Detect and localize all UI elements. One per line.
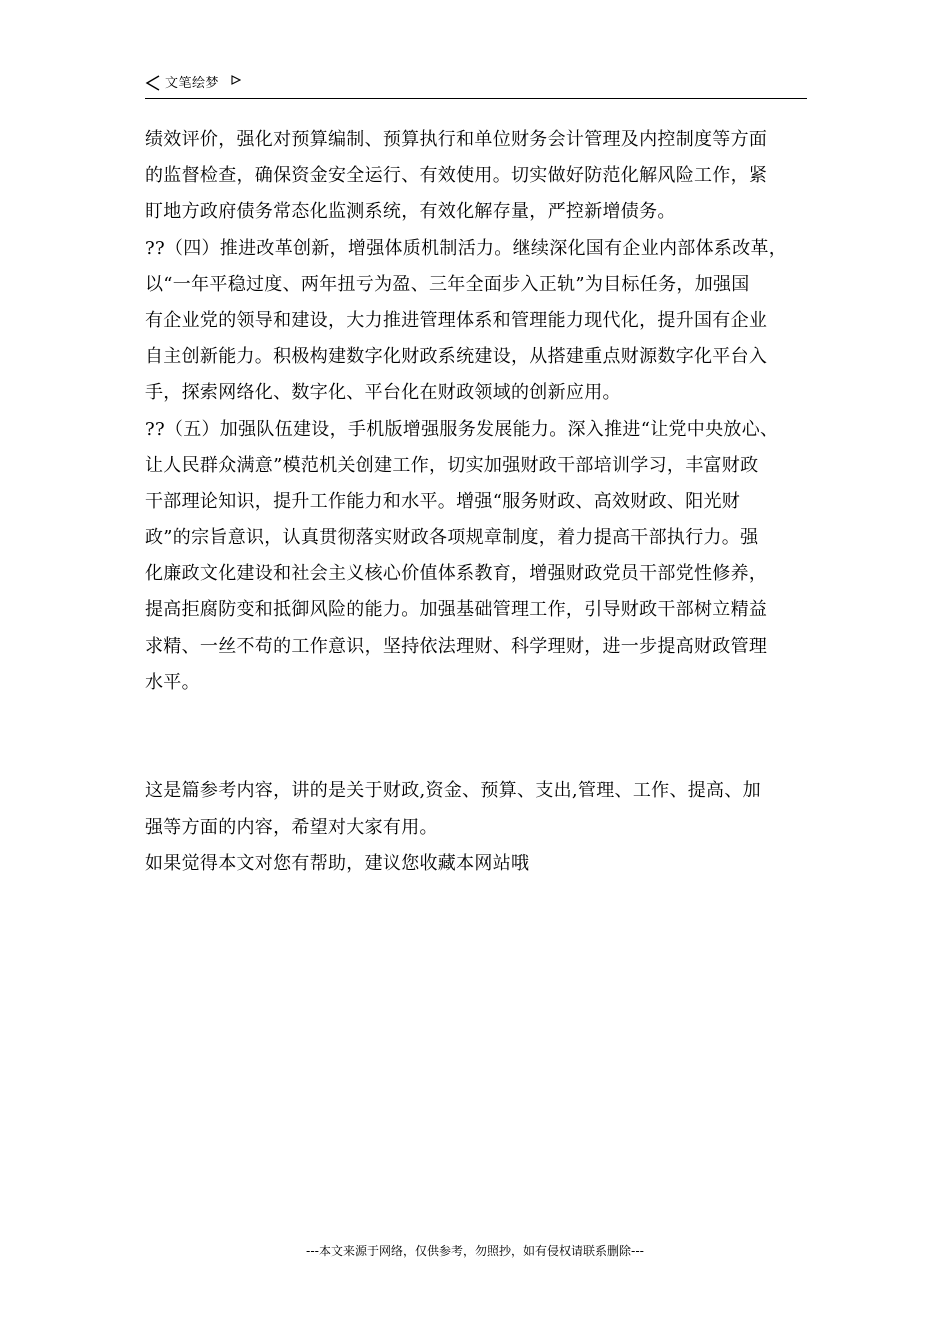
triangle-right-icon	[231, 75, 241, 85]
header-title: 文笔绘梦	[165, 76, 220, 91]
body-line: 求精、一丝不苟的工作意识，坚持依法理财、科学理财，进一步提高财政管理	[145, 635, 768, 657]
body-line: 以“一年平稳过度、两年扭亏为盈、三年全面步入正轨”为目标任务，加强国	[145, 273, 750, 295]
body-line: 盯地方政府债务常态化监测系统，有效化解存量，严控新增债务。	[145, 201, 676, 223]
body-line: ??（五）加强队伍建设，手机版增强服务发展能力。深入推进“让党中央放心、	[145, 418, 779, 440]
page-header	[145, 70, 807, 99]
body-line: 干部理论知识，提升工作能力和水平。增强“服务财政、高效财政、阳光财	[145, 490, 741, 512]
body-line: 让人民群众满意”模范机关创建工作，切实加强财政干部培训学习，丰富财政	[145, 454, 759, 476]
body-line: ??（四）推进改革创新，增强体质机制活力。继续深化国有企业内部体系改革，	[145, 237, 788, 259]
summary-line: 这是篇参考内容，讲的是关于财政,资金、预算、支出,管理、工作、提高、加	[145, 780, 761, 802]
body-line: 的监督检查，确保资金安全运行、有效使用。切实做好防范化解风险工作，紧	[145, 165, 768, 187]
summary-line: 如果觉得本文对您有帮助，建议您收藏本网站哦	[145, 852, 530, 874]
body-line: 自主创新能力。积极构建数字化财政系统建设，从搭建重点财源数字化平台入	[145, 346, 768, 368]
body-line: 有企业党的领导和建设，大力推进管理体系和管理能力现代化，提升国有企业	[145, 309, 768, 331]
body-line: 化廉政文化建设和社会主义核心价值体系教育，增强财政党员干部党性修养，	[145, 563, 768, 585]
page-footer: ---本文来源于网络，仅供参考，勿照抄，如有侵权请联系删除---	[306, 1244, 644, 1258]
body-line: 手，探索网络化、数字化、平台化在财政领域的创新应用。	[145, 382, 621, 404]
summary-line: 强等方面的内容，希望对大家有用。	[145, 816, 438, 838]
body-line: 政”的宗旨意识，认真贯彻落实财政各项规章制度，着力提高干部执行力。强	[145, 527, 759, 549]
blank-line	[145, 737, 809, 773]
body-line: 水平。	[145, 671, 200, 693]
triangle-left-icon	[145, 75, 161, 91]
body-line: 提高拒腐防变和抵御风险的能力。加强基础管理工作，引导财政干部树立精益	[145, 599, 768, 621]
document-body	[145, 122, 809, 882]
blank-line	[145, 701, 809, 737]
body-line: 绩效评价，强化对预算编制、预算执行和单位财务会计管理及内控制度等方面	[145, 129, 768, 150]
